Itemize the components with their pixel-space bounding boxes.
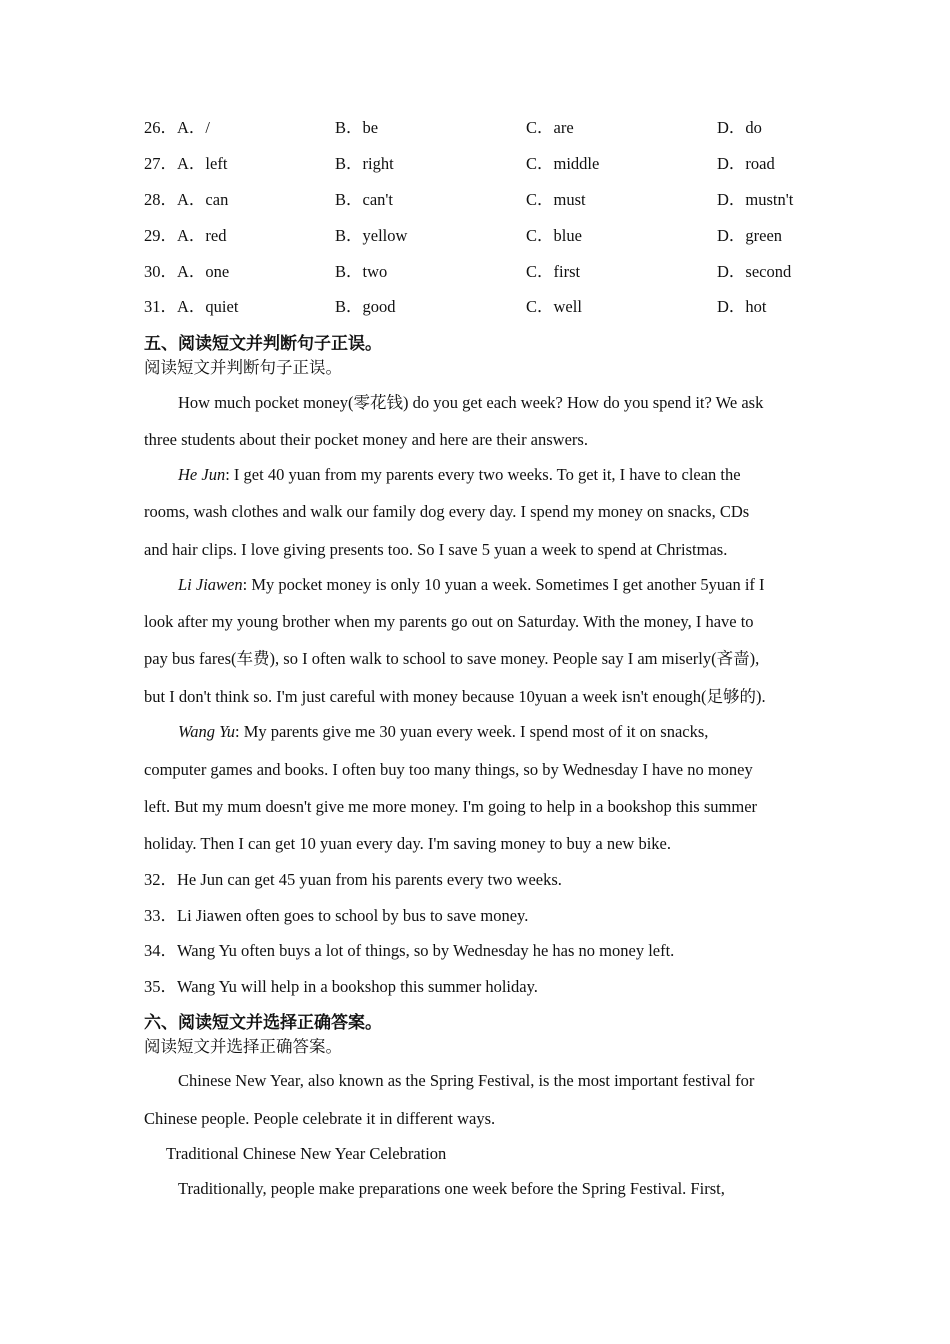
option-b: B．good xyxy=(335,297,396,316)
hejun-line-2: rooms, wash clothes and walk our family dog every day. I spend my money on snacks, CDs xyxy=(144,502,750,521)
option-c: C．first xyxy=(526,262,581,281)
section-6-heading: 六、阅读短文并选择正确答案。 xyxy=(144,1013,382,1033)
option-d: D．do xyxy=(717,118,762,137)
option-c: C．are xyxy=(526,118,574,137)
option-d: D．hot xyxy=(717,297,767,316)
speaker-name: He Jun xyxy=(178,465,226,484)
option-a: 28．A．can xyxy=(144,190,229,209)
option-row-30 xyxy=(0,260,950,284)
speaker-name: Wang Yu xyxy=(178,722,236,741)
speaker-name: Li Jiawen xyxy=(178,575,243,594)
option-b: B．right xyxy=(335,154,394,173)
intro-line-2: three students about their pocket money and here are their answers. xyxy=(144,430,588,449)
option-a: 31．A．quiet xyxy=(144,297,239,316)
option-row-28 xyxy=(0,188,950,212)
para2-line-1: Traditionally, people make preparations one week before the Spring Festival. First, xyxy=(178,1179,725,1198)
option-row-31 xyxy=(0,295,950,319)
option-c: C．blue xyxy=(526,226,582,245)
option-b: B．can't xyxy=(335,190,393,209)
option-a: 26．A．/ xyxy=(144,118,210,137)
question-35: 35．Wang Yu will help in a bookshop this summer holiday. xyxy=(144,977,538,996)
lijiawen-line-4: but I don't think so. I'm just careful with money because 10yuan a week isn't enough(足够的). xyxy=(144,687,766,706)
wangyu-line-1: Wang Yu: My parents give me 30 yuan every week. I spend most of it on snacks, xyxy=(178,722,709,741)
para1-line-2: Chinese people. People celebrate it in different ways. xyxy=(144,1109,496,1128)
wangyu-line-2: computer games and books. I often buy too many things, so by Wednesday I have no money xyxy=(144,760,753,779)
section-6-instruction: 阅读短文并选择正确答案。 xyxy=(144,1037,342,1056)
option-a: 27．A．left xyxy=(144,154,228,173)
para1-line-1: Chinese New Year, also known as the Spring Festival, is the most important festival for xyxy=(178,1071,755,1090)
option-row-29 xyxy=(0,224,950,248)
section-5-instruction: 阅读短文并判断句子正误。 xyxy=(144,358,342,377)
hejun-line-1: He Jun: I get 40 yuan from my parents every two weeks. To get it, I have to clean the xyxy=(178,465,741,484)
lijiawen-line-1: Li Jiawen: My pocket money is only 10 yuan a week. Sometimes I get another 5yuan if I xyxy=(178,575,765,594)
lijiawen-line-3: pay bus fares(车费), so I often walk to school to save money. People say I am miserly(吝啬), xyxy=(144,649,760,668)
option-row-27 xyxy=(0,152,950,176)
hejun-line-3: and hair clips. I love giving presents too. So I save 5 yuan a week to spend at Christmas. xyxy=(144,540,728,559)
option-d: D．green xyxy=(717,226,783,245)
option-d: D．mustn't xyxy=(717,190,794,209)
option-d: D．second xyxy=(717,262,792,281)
option-c: C．must xyxy=(526,190,586,209)
question-34: 34．Wang Yu often buys a lot of things, so by Wednesday he has no money left. xyxy=(144,941,675,960)
option-b: B．two xyxy=(335,262,388,281)
option-c: C．middle xyxy=(526,154,600,173)
intro-line-1: How much pocket money(零花钱) do you get each week? How do you spend it? We ask xyxy=(178,393,764,412)
option-c: C．well xyxy=(526,297,582,316)
option-row-26 xyxy=(0,116,950,140)
question-32: 32．He Jun can get 45 yuan from his parents every two weeks. xyxy=(144,870,562,889)
option-b: B．be xyxy=(335,118,379,137)
option-d: D．road xyxy=(717,154,775,173)
option-a: 29．A．red xyxy=(144,226,227,245)
wangyu-line-3: left. But my mum doesn't give me more money. I'm going to help in a bookshop this summer xyxy=(144,797,758,816)
question-33: 33．Li Jiawen often goes to school by bus to save money. xyxy=(144,906,529,925)
section-6-subtitle: Traditional Chinese New Year Celebration xyxy=(166,1144,447,1163)
section-5-heading: 五、阅读短文并判断句子正误。 xyxy=(144,334,382,354)
lijiawen-line-2: look after my young brother when my parents go out on Saturday. With the money, I have to xyxy=(144,612,754,631)
option-a: 30．A．one xyxy=(144,262,230,281)
option-b: B．yellow xyxy=(335,226,408,245)
wangyu-line-4: holiday. Then I can get 10 yuan every day. I'm saving money to buy a new bike. xyxy=(144,834,672,853)
